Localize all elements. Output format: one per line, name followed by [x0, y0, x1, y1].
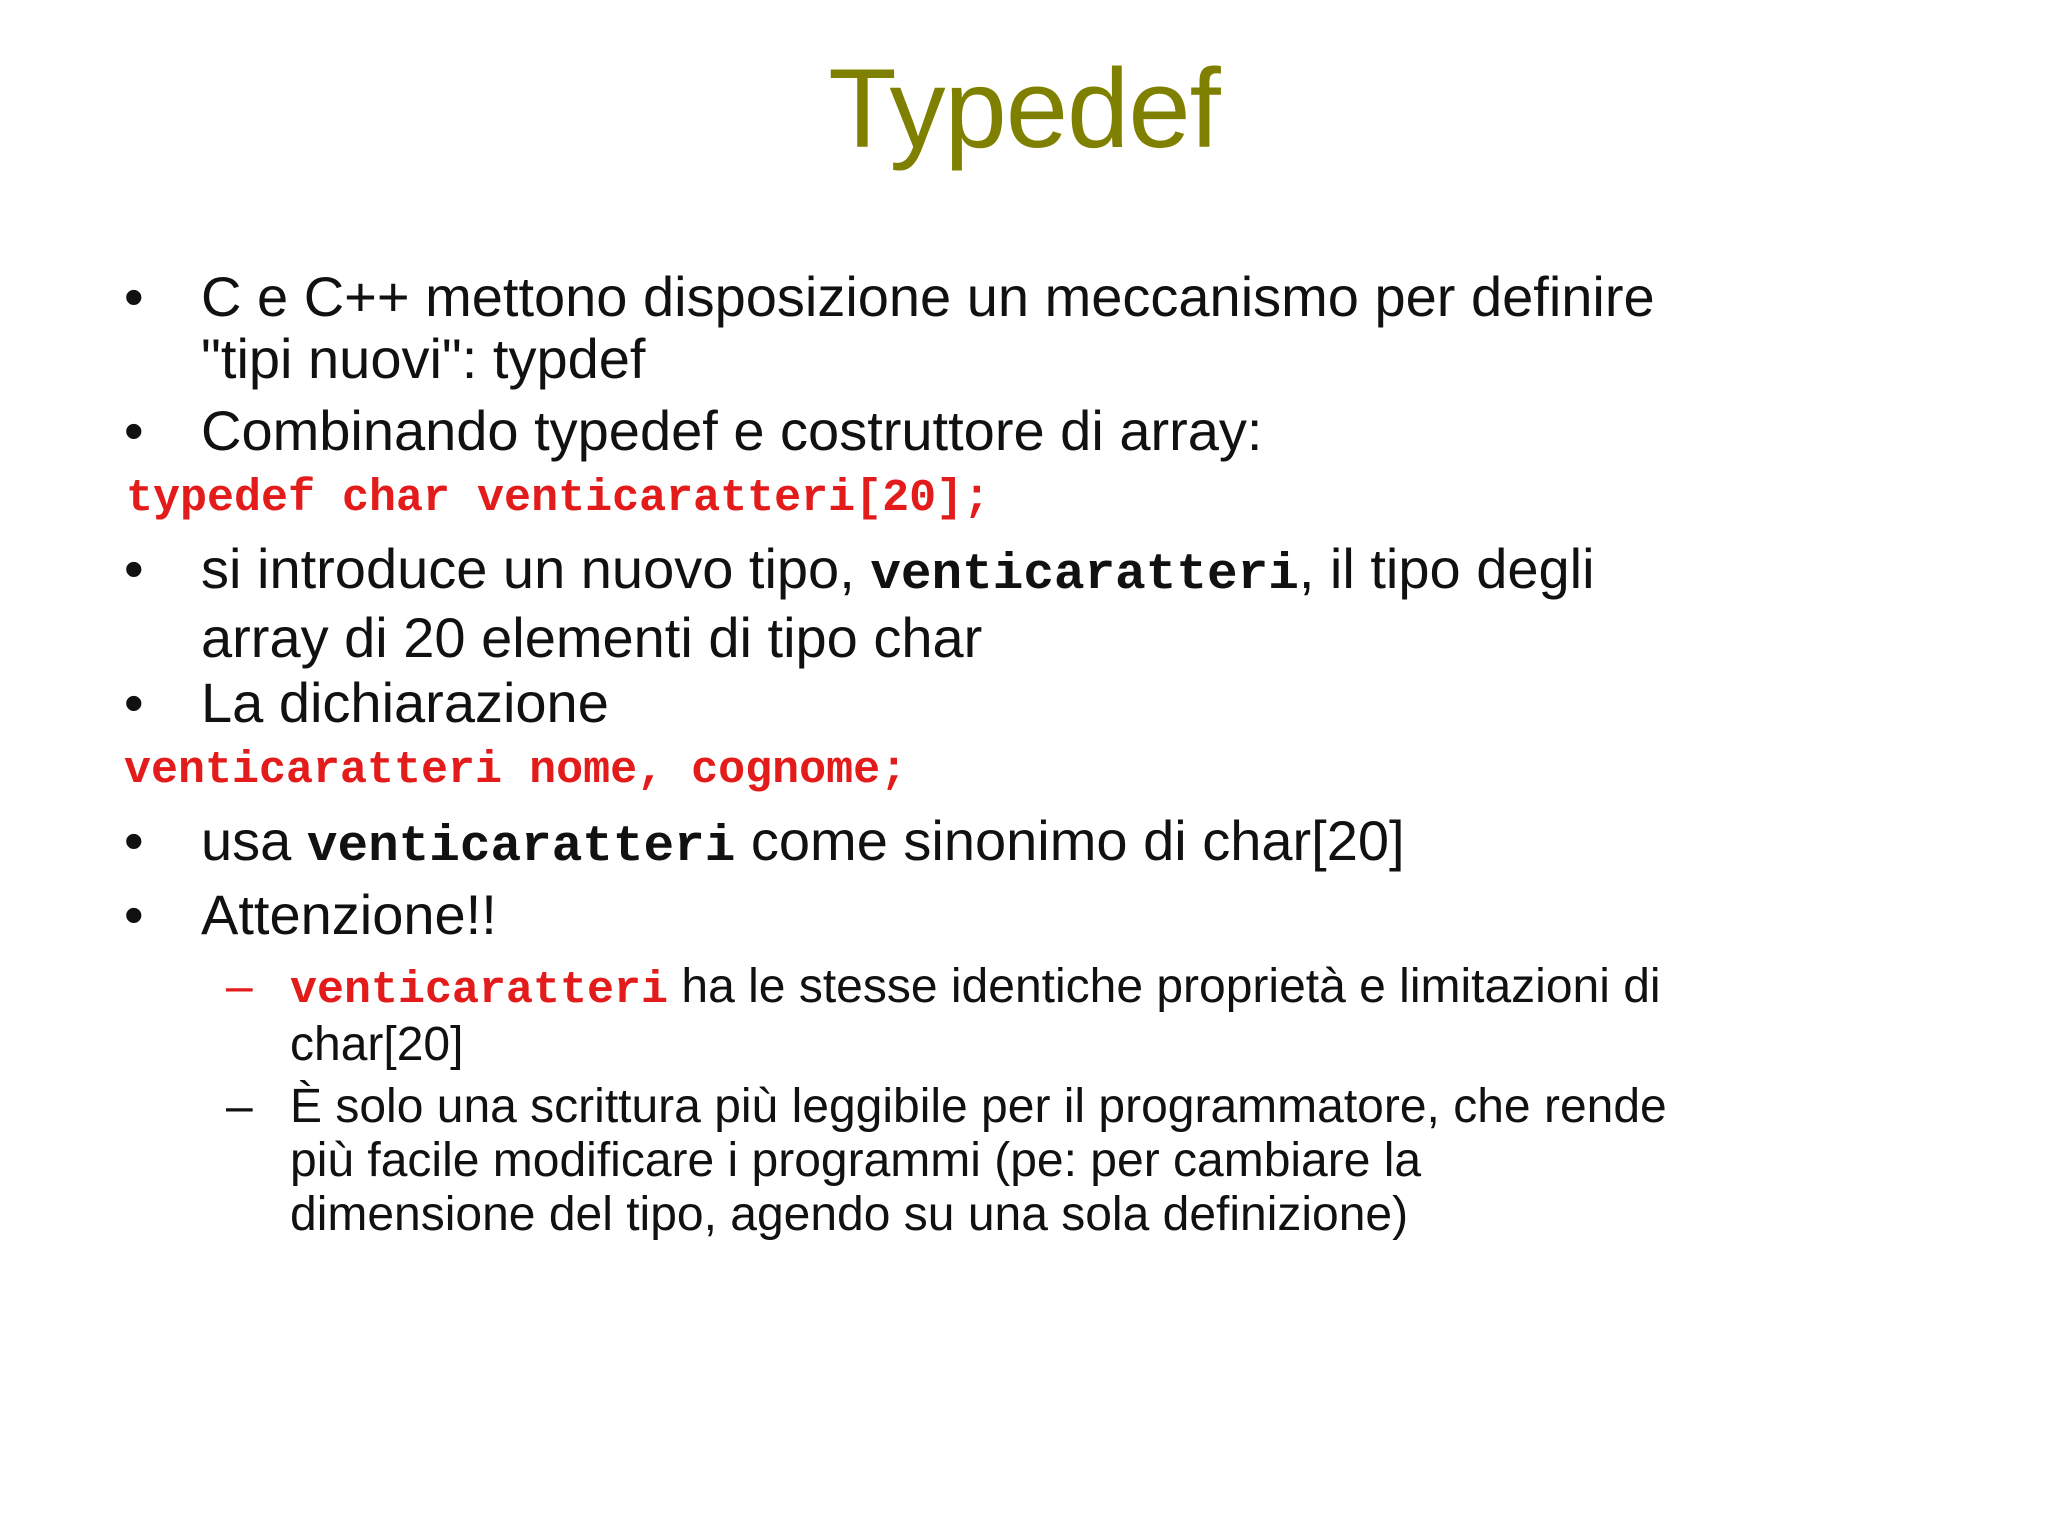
inline-code-type-name: venticaratteri: [870, 547, 1299, 604]
sub-bullet-dash: –: [226, 1080, 253, 1133]
sub-bullet-item-2-line-2: più facile modificare i programmi (pe: per cambiare la: [290, 1134, 1422, 1187]
bullet-item-5-text-post: come sinonimo di char[20]: [735, 809, 1405, 872]
sub-bullet-item-1-text-post: ha le stesse identiche proprietà e limitazioni di: [668, 960, 1661, 1013]
bullet-marker: •: [124, 671, 144, 734]
bullet-item-1-line-2: "tipi nuovi": typdef: [201, 327, 646, 390]
sub-bullet-item-2-line-1: È solo una scrittura più leggibile per il programmatore, che rende: [290, 1080, 1667, 1133]
code-typedef-declaration: typedef char venticaratteri[20];: [126, 473, 991, 524]
inline-code-type-name: venticaratteri: [306, 819, 736, 876]
bullet-item-2: Combinando typedef e costruttore di array:: [201, 399, 1263, 462]
sub-bullet-dash: –: [226, 960, 253, 1013]
sub-bullet-item-2-line-3: dimensione del tipo, agendo su una sola definizione): [290, 1188, 1409, 1241]
bullet-item-1-line-1: C e C++ mettono disposizione un meccanismo per definire: [201, 265, 1655, 328]
bullet-marker: •: [124, 883, 144, 946]
bullet-marker: •: [124, 399, 144, 462]
bullet-item-3-line-1: [201, 538, 1901, 607]
bullet-item-5: [201, 810, 1901, 879]
bullet-item-3-text-post: , il tipo degli: [1298, 537, 1595, 600]
bullet-marker: •: [124, 809, 144, 872]
bullet-item-6: Attenzione!!: [201, 883, 497, 946]
sub-bullet-item-1: [290, 960, 1950, 1072]
bullet-marker: •: [124, 537, 144, 600]
bullet-marker: •: [124, 265, 144, 328]
bullet-item-3: [201, 538, 1901, 669]
bullet-item-3-text-pre: si introduce un nuovo tipo,: [201, 537, 871, 600]
sub-bullet-item-1-line-1: [290, 960, 1950, 1018]
sub-bullet-item-2: [290, 1080, 1950, 1242]
bullet-item-1: [201, 266, 1901, 390]
sub-bullet-item-1-line-2: char[20]: [290, 1018, 464, 1071]
bullet-item-5-text-pre: usa: [201, 809, 307, 872]
code-variable-declaration: venticaratteri nome, cognome;: [124, 745, 908, 796]
bullet-item-3-line-2: array di 20 elementi di tipo char: [201, 606, 983, 669]
inline-code-type-name-red: venticaratteri: [290, 965, 669, 1016]
bullet-item-4: La dichiarazione: [201, 671, 609, 734]
slide-title: Typedef: [828, 46, 1220, 171]
